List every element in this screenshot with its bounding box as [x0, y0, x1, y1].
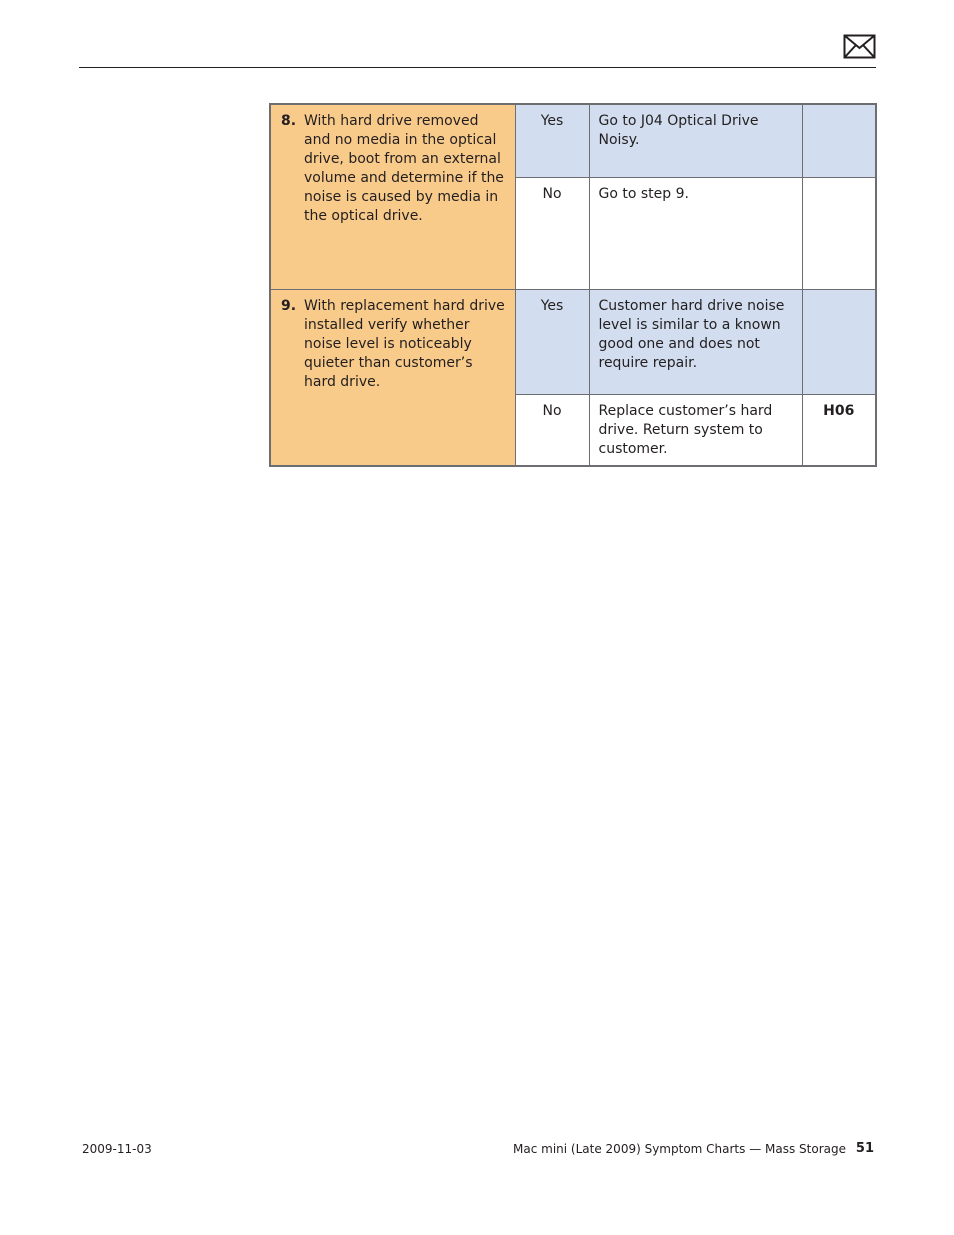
step-text: With hard drive removed and no media in the optical drive, boot from an external volume and determine if the noise is caused by media in the optical drive. — [304, 113, 504, 224]
table-row — [270, 289, 876, 394]
result-text: Replace customer’s hard drive. Return system to customer. — [589, 394, 802, 466]
result-text: Customer hard drive noise level is similar to a known good one and does not require repair. — [589, 289, 802, 394]
answer-yes: Yes — [515, 289, 589, 394]
symptom-code — [802, 289, 876, 394]
symptom-code — [802, 104, 876, 177]
symptom-chart-table — [269, 103, 877, 467]
answer-no: No — [515, 177, 589, 289]
step-number: 9. — [281, 297, 297, 314]
answer-yes: Yes — [515, 104, 589, 177]
symptom-code: H06 — [802, 394, 876, 466]
symptom-code — [802, 177, 876, 289]
footer-title: Mac mini (Late 2009) Symptom Charts — Mass Storage — [513, 1142, 846, 1156]
step-9-cell — [270, 289, 515, 466]
header-rule — [79, 67, 876, 68]
table-row — [270, 104, 876, 177]
page-number: 51 — [855, 1141, 874, 1156]
footer-date: 2009-11-03 — [82, 1142, 152, 1156]
step-number: 8. — [281, 113, 297, 129]
mail-icon[interactable] — [843, 34, 876, 59]
answer-no: No — [515, 394, 589, 466]
step-text: With replacement hard drive installed verify whether noise level is noticeably quieter than customer’s hard drive. — [304, 297, 505, 390]
step-8-cell — [270, 104, 515, 289]
result-text: Go to J04 Optical Drive Noisy. — [589, 104, 802, 177]
result-text: Go to step 9. — [589, 177, 802, 289]
